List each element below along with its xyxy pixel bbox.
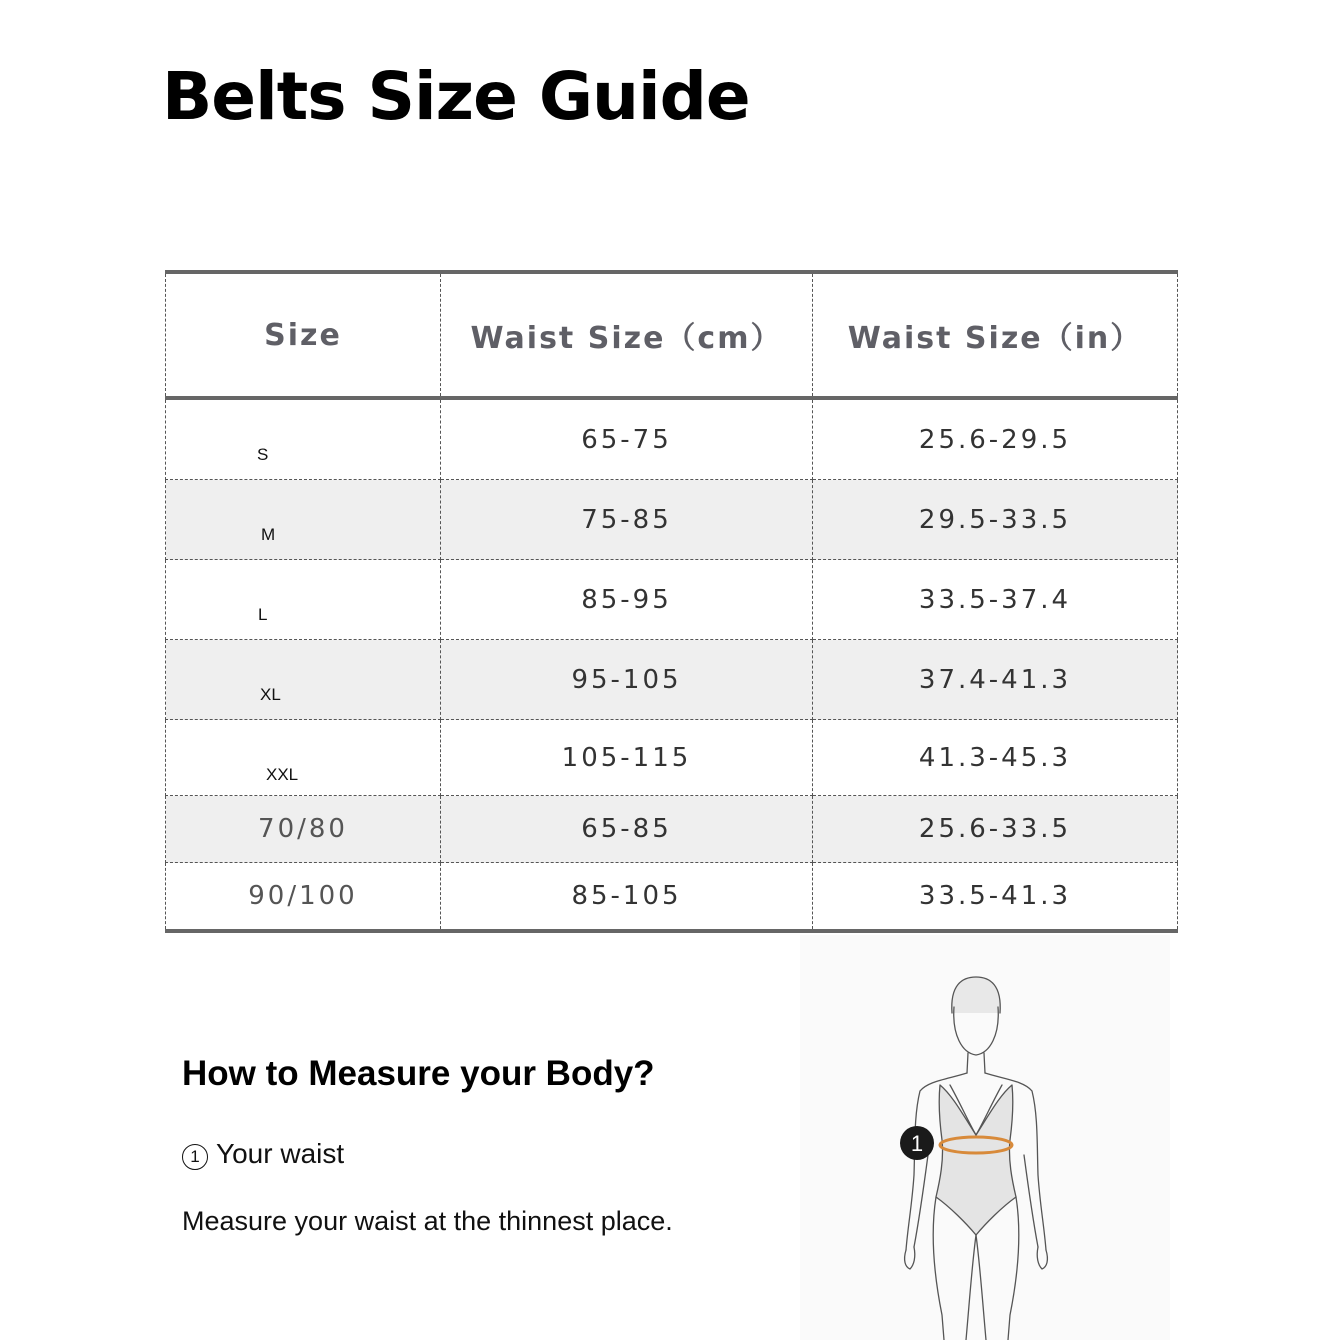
table-row	[166, 863, 1178, 932]
header-size: Size	[166, 272, 441, 398]
size-cell: L	[166, 560, 441, 640]
size-table	[165, 270, 1178, 933]
waist-in-cell: 33.5-41.3	[813, 863, 1178, 932]
header-waist-cm: Waist Size（cm）	[441, 272, 813, 398]
waist-cm-cell: 85-95	[441, 560, 813, 640]
step-label: Your waist	[216, 1138, 345, 1169]
table-row	[166, 480, 1178, 560]
waist-in-cell: 41.3-45.3	[813, 720, 1178, 796]
table-row	[166, 398, 1178, 480]
waist-in-cell: 37.4-41.3	[813, 640, 1178, 720]
figure-callout-number: 1	[910, 1131, 924, 1156]
header-waist-in: Waist Size（in）	[813, 272, 1178, 398]
size-cell: XL	[166, 640, 441, 720]
table-header-row	[166, 272, 1178, 398]
measure-heading: How to Measure your Body?	[182, 1054, 655, 1093]
size-cell: 90/100	[166, 863, 441, 932]
page-title: Belts Size Guide	[162, 58, 750, 135]
table-row	[166, 560, 1178, 640]
size-cell: XXL	[166, 720, 441, 796]
table-row	[166, 640, 1178, 720]
step-number-badge: 1	[182, 1144, 208, 1170]
size-cell: 70/80	[166, 796, 441, 863]
size-cell: S	[166, 398, 441, 480]
waist-cm-cell: 75-85	[441, 480, 813, 560]
waist-cm-cell: 95-105	[441, 640, 813, 720]
measure-description: Measure your waist at the thinnest place.	[182, 1206, 673, 1236]
waist-in-cell: 25.6-29.5	[813, 398, 1178, 480]
waist-in-cell: 29.5-33.5	[813, 480, 1178, 560]
waist-in-cell: 25.6-33.5	[813, 796, 1178, 863]
body-figure	[800, 935, 1170, 1340]
table-row	[166, 720, 1178, 796]
step-waist	[182, 1138, 344, 1170]
waist-cm-cell: 85-105	[441, 863, 813, 932]
table-row	[166, 796, 1178, 863]
body-silhouette-icon	[800, 935, 1170, 1340]
size-cell: M	[166, 480, 441, 560]
waist-in-cell: 33.5-37.4	[813, 560, 1178, 640]
waist-cm-cell: 105-115	[441, 720, 813, 796]
waist-cm-cell: 65-75	[441, 398, 813, 480]
waist-cm-cell: 65-85	[441, 796, 813, 863]
